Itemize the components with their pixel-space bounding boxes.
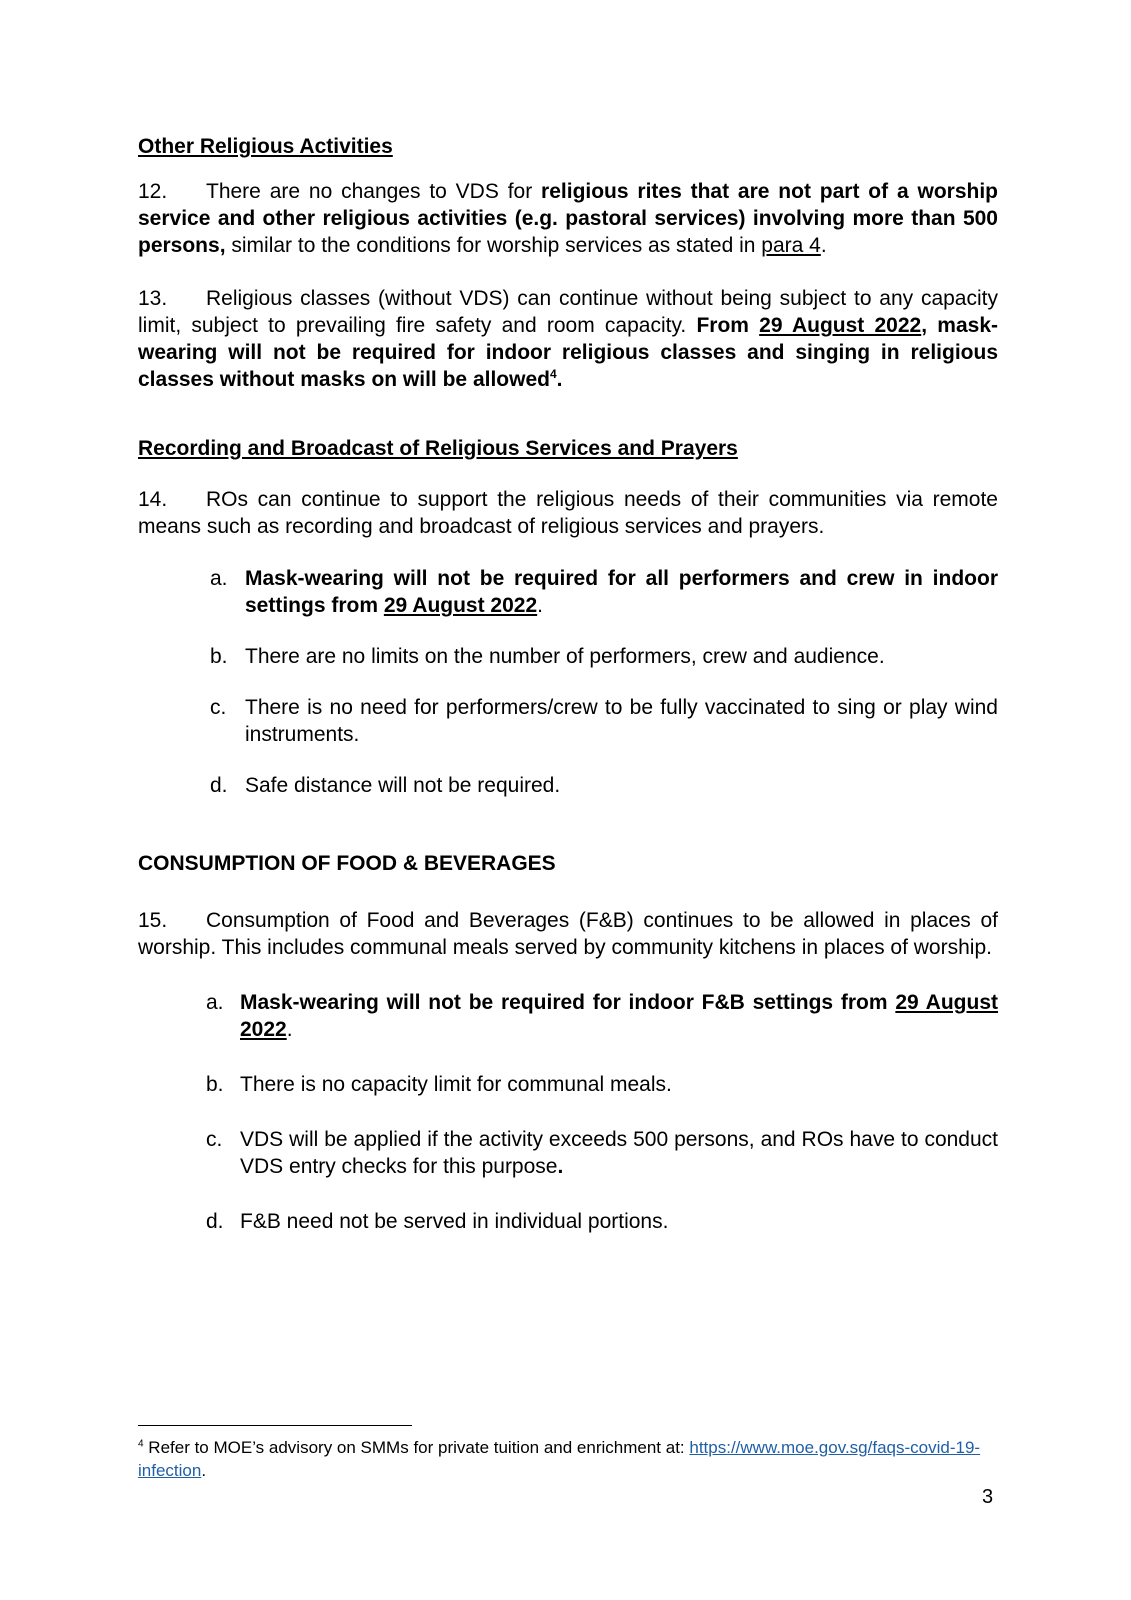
paragraph-13 (138, 285, 998, 393)
paragraph-text: similar to the conditions for worship services as stated in (225, 234, 762, 257)
list-item-c (138, 1126, 998, 1180)
list-label: d. (206, 1210, 224, 1233)
paragraph-text: ROs can continue to support the religious needs of their communities via remote means such as recording and broadcast of religious services and prayers. (138, 488, 998, 538)
list-item-bold-text: . (557, 1155, 564, 1178)
para-4-reference-link[interactable]: para 4 (761, 234, 821, 257)
list-label: a. (206, 991, 224, 1014)
list-label: b. (206, 1073, 224, 1096)
paragraph-text: Religious classes (without VDS) can continue without being subject to any capacity limit, subject to prevailing fire safety and room capacity. (138, 287, 998, 337)
list-item-text: F&B need not be served in individual portions. (240, 1210, 669, 1233)
moe-faq-link[interactable]: https://www.moe.gov.sg/faqs-covid-19-infection (138, 1438, 981, 1480)
paragraph-number: 15. (138, 909, 168, 932)
paragraph-text: . (820, 234, 827, 257)
list-item-d (138, 772, 998, 799)
date-emphasis: 29 August 2022 (759, 314, 922, 337)
list-item-a (138, 989, 998, 1043)
footnote (138, 1436, 998, 1482)
paragraph-number: 12. (138, 180, 168, 203)
list-item-text: . (537, 594, 543, 617)
paragraph-bold-text: , mask-wearing will not be required for indoor religious classes and singing in religious classes without masks on will be allowed (138, 314, 998, 391)
section-heading-consumption-of-food-and-beverages: CONSUMPTION OF FOOD & BEVERAGES (138, 852, 556, 875)
list-label: d. (210, 774, 228, 797)
list-item-text: Safe distance will not be required. (245, 774, 561, 797)
footnote-text-end: . (201, 1461, 207, 1480)
list-item-text: VDS will be applied if the activity exceeds 500 persons, and ROs have to conduct VDS entry checks for this purpose (240, 1128, 998, 1178)
list-item-bold-text: Mask-wearing will not be required for indoor F&B settings from (240, 991, 896, 1014)
paragraph-bold-text: . (556, 368, 563, 391)
list-label: c. (206, 1128, 223, 1151)
paragraph-15 (138, 907, 998, 961)
list-item-b (138, 643, 998, 670)
list-label: c. (210, 696, 227, 719)
paragraph-number: 13. (138, 287, 168, 310)
section-heading-other-religious-activities: Other Religious Activities (138, 135, 393, 158)
paragraph-bold-text: From (696, 314, 760, 337)
list-label: b. (210, 645, 228, 668)
footnote-marker: 4 (138, 1438, 144, 1450)
paragraph-text: There are no changes to VDS for (206, 180, 542, 203)
date-emphasis: 29 August 2022 (240, 991, 999, 1041)
fnb-list (138, 989, 998, 1235)
paragraph-text: Consumption of Food and Beverages (F&B) continues to be allowed in places of worship. This includes communal meals served by community kitchens in places of worship. (138, 909, 998, 959)
list-item-c (138, 694, 998, 748)
paragraph-bold-text: religious rites that are not part of a worship service and other religious activities (e.g. pastoral services) involving more than 500 persons, (138, 180, 998, 257)
list-label: a. (210, 567, 228, 590)
list-item-text: There are no limits on the number of performers, crew and audience. (245, 645, 885, 668)
list-item-text: There is no need for performers/crew to be fully vaccinated to sing or play wind instruments. (245, 696, 998, 746)
paragraph-12 (138, 178, 998, 259)
section-heading-recording-and-broadcast: Recording and Broadcast of Religious Services and Prayers (138, 437, 738, 460)
list-item-b (138, 1071, 998, 1098)
date-emphasis: 29 August 2022 (383, 594, 538, 617)
footnote-text: Refer to MOE’s advisory on SMMs for private tuition and enrichment at: (143, 1438, 690, 1457)
footnote-reference[interactable]: 4 (549, 367, 557, 381)
recording-list (138, 565, 998, 799)
paragraph-number: 14. (138, 488, 168, 511)
list-item-text: There is no capacity limit for communal meals. (240, 1073, 672, 1096)
footnote-divider (138, 1425, 412, 1426)
list-item-text: . (286, 1018, 293, 1041)
list-item-a (138, 565, 998, 619)
page-content (138, 133, 998, 1235)
page-number: 3 (982, 1486, 994, 1508)
list-item-d (138, 1208, 998, 1235)
paragraph-14 (138, 486, 998, 540)
list-item-bold-text: Mask-wearing will not be required for all performers and crew in indoor settings from (245, 567, 998, 617)
